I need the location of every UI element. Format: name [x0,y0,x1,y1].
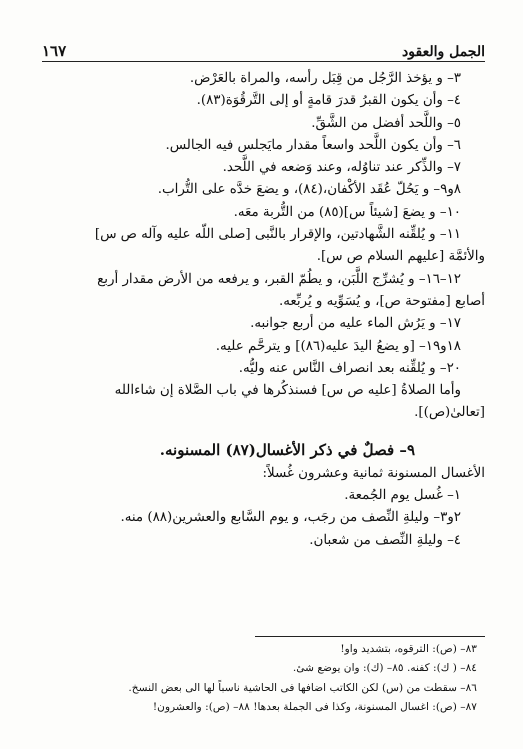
footnotes [42,640,485,717]
text-line: ٢٠– و يُلقِّنه بعد انصراف النَّاس عنه وليُّه. [238,360,461,376]
text-line: ٣– و يؤخذ الرَّجُل من قِبَل رأسه، والمراة بالعَرْض. [189,71,461,86]
text-line: أصابع [مفتوحة ص]، و يُسَوِّيه و يُربِّعه. [278,293,485,309]
page-number: ١٦٧ [42,42,67,60]
text-line: والأئمَّة [عليهم السلام ص س]. [316,249,485,265]
section-heading: ٩– فصلٌ في ذكر الأغسال(٨٧) المسنونه. [159,440,415,459]
text-line: ١٨و١٩– [و يضعُ اليدَ عليه(٨٦)] و يترحَّم عليه. [215,338,461,354]
footnote: ٨٧– (ص): اغسال المسنونة، وكذا فى الجملة بعدها! ٨٨– (ص): والعشرون! [152,700,477,713]
text-line: ٤– وليلةِ النِّصف من شعبان. [309,532,461,548]
text-line: [تعالىٰ(ص)]. [414,405,485,421]
footnote: ٨٦– سقطت من (س) لكن الكاتب اضافها فى الحاشية ناسباً لها الى بعض النسخ. [128,681,477,694]
main-text [42,68,485,552]
text-line: ١٠– و يضعَ [شيئاً س](٨٥) من التُّربة معَه. [233,204,461,220]
text-line: ١– غُسل يوم الجُمعة. [344,488,461,504]
text-line: ١١– و يُلقِّنه الشَّهادتين، والإقرار بالنَّبى [صلى اللّه عليه وآله ص س] [94,227,461,243]
text-line: ٢و٣– وليلةِ النِّصف من رجَب، و يوم السَّابع والعشرين(٨٨) منه. [120,510,461,526]
text-line: ٦– وأن يكون اللَّحد واسعاً مقدار مايَجلس فيه الجالس. [165,137,461,153]
text-line: ٤– وأن يكون القبرُ قدرَ قامةٍ أو إلى التَّرقُوَة(٨٣). [196,93,461,109]
footnote: ٨٣– (ص): الترقوه، بتشديد واو! [340,643,477,655]
text-line: ٨و٩– و يَحُلّ عُقَد الأكْفان،(٨٤)، و يضعَ خدَّه على التُّراب. [157,182,461,198]
footnote-rule [255,636,485,637]
text-line: وأما الصلاةُ [عليه ص س] فسنذكُرها في باب الصَّلاة إن شاءالله [114,383,461,399]
footnote: ٨٤– ( ك): كفنه. ٨٥– (ك): وان يوضع شئ. [292,662,477,675]
text-line: ١٢–١٦– و يُشرِّج اللَّبَن، و يطُمّ القبر، و يرفعه من الأرض مقدار أربع [97,271,461,287]
header-rule [42,61,485,62]
text-line: ٧– والذِّكر عند تناوُله، وعند وَضعه في اللَّحد. [222,160,461,176]
running-title: الجمل والعقود [402,44,485,60]
running-header [42,40,485,60]
text-line: الأغسال المسنونة ثمانية وعشرون غُسلاً: [262,465,485,481]
text-line: ١٧– و يَرُش الماء عليه من أربع جوانبه. [250,316,461,332]
text-line: ٥– واللَّحد أفضل من الشَّقِّ. [311,115,461,131]
